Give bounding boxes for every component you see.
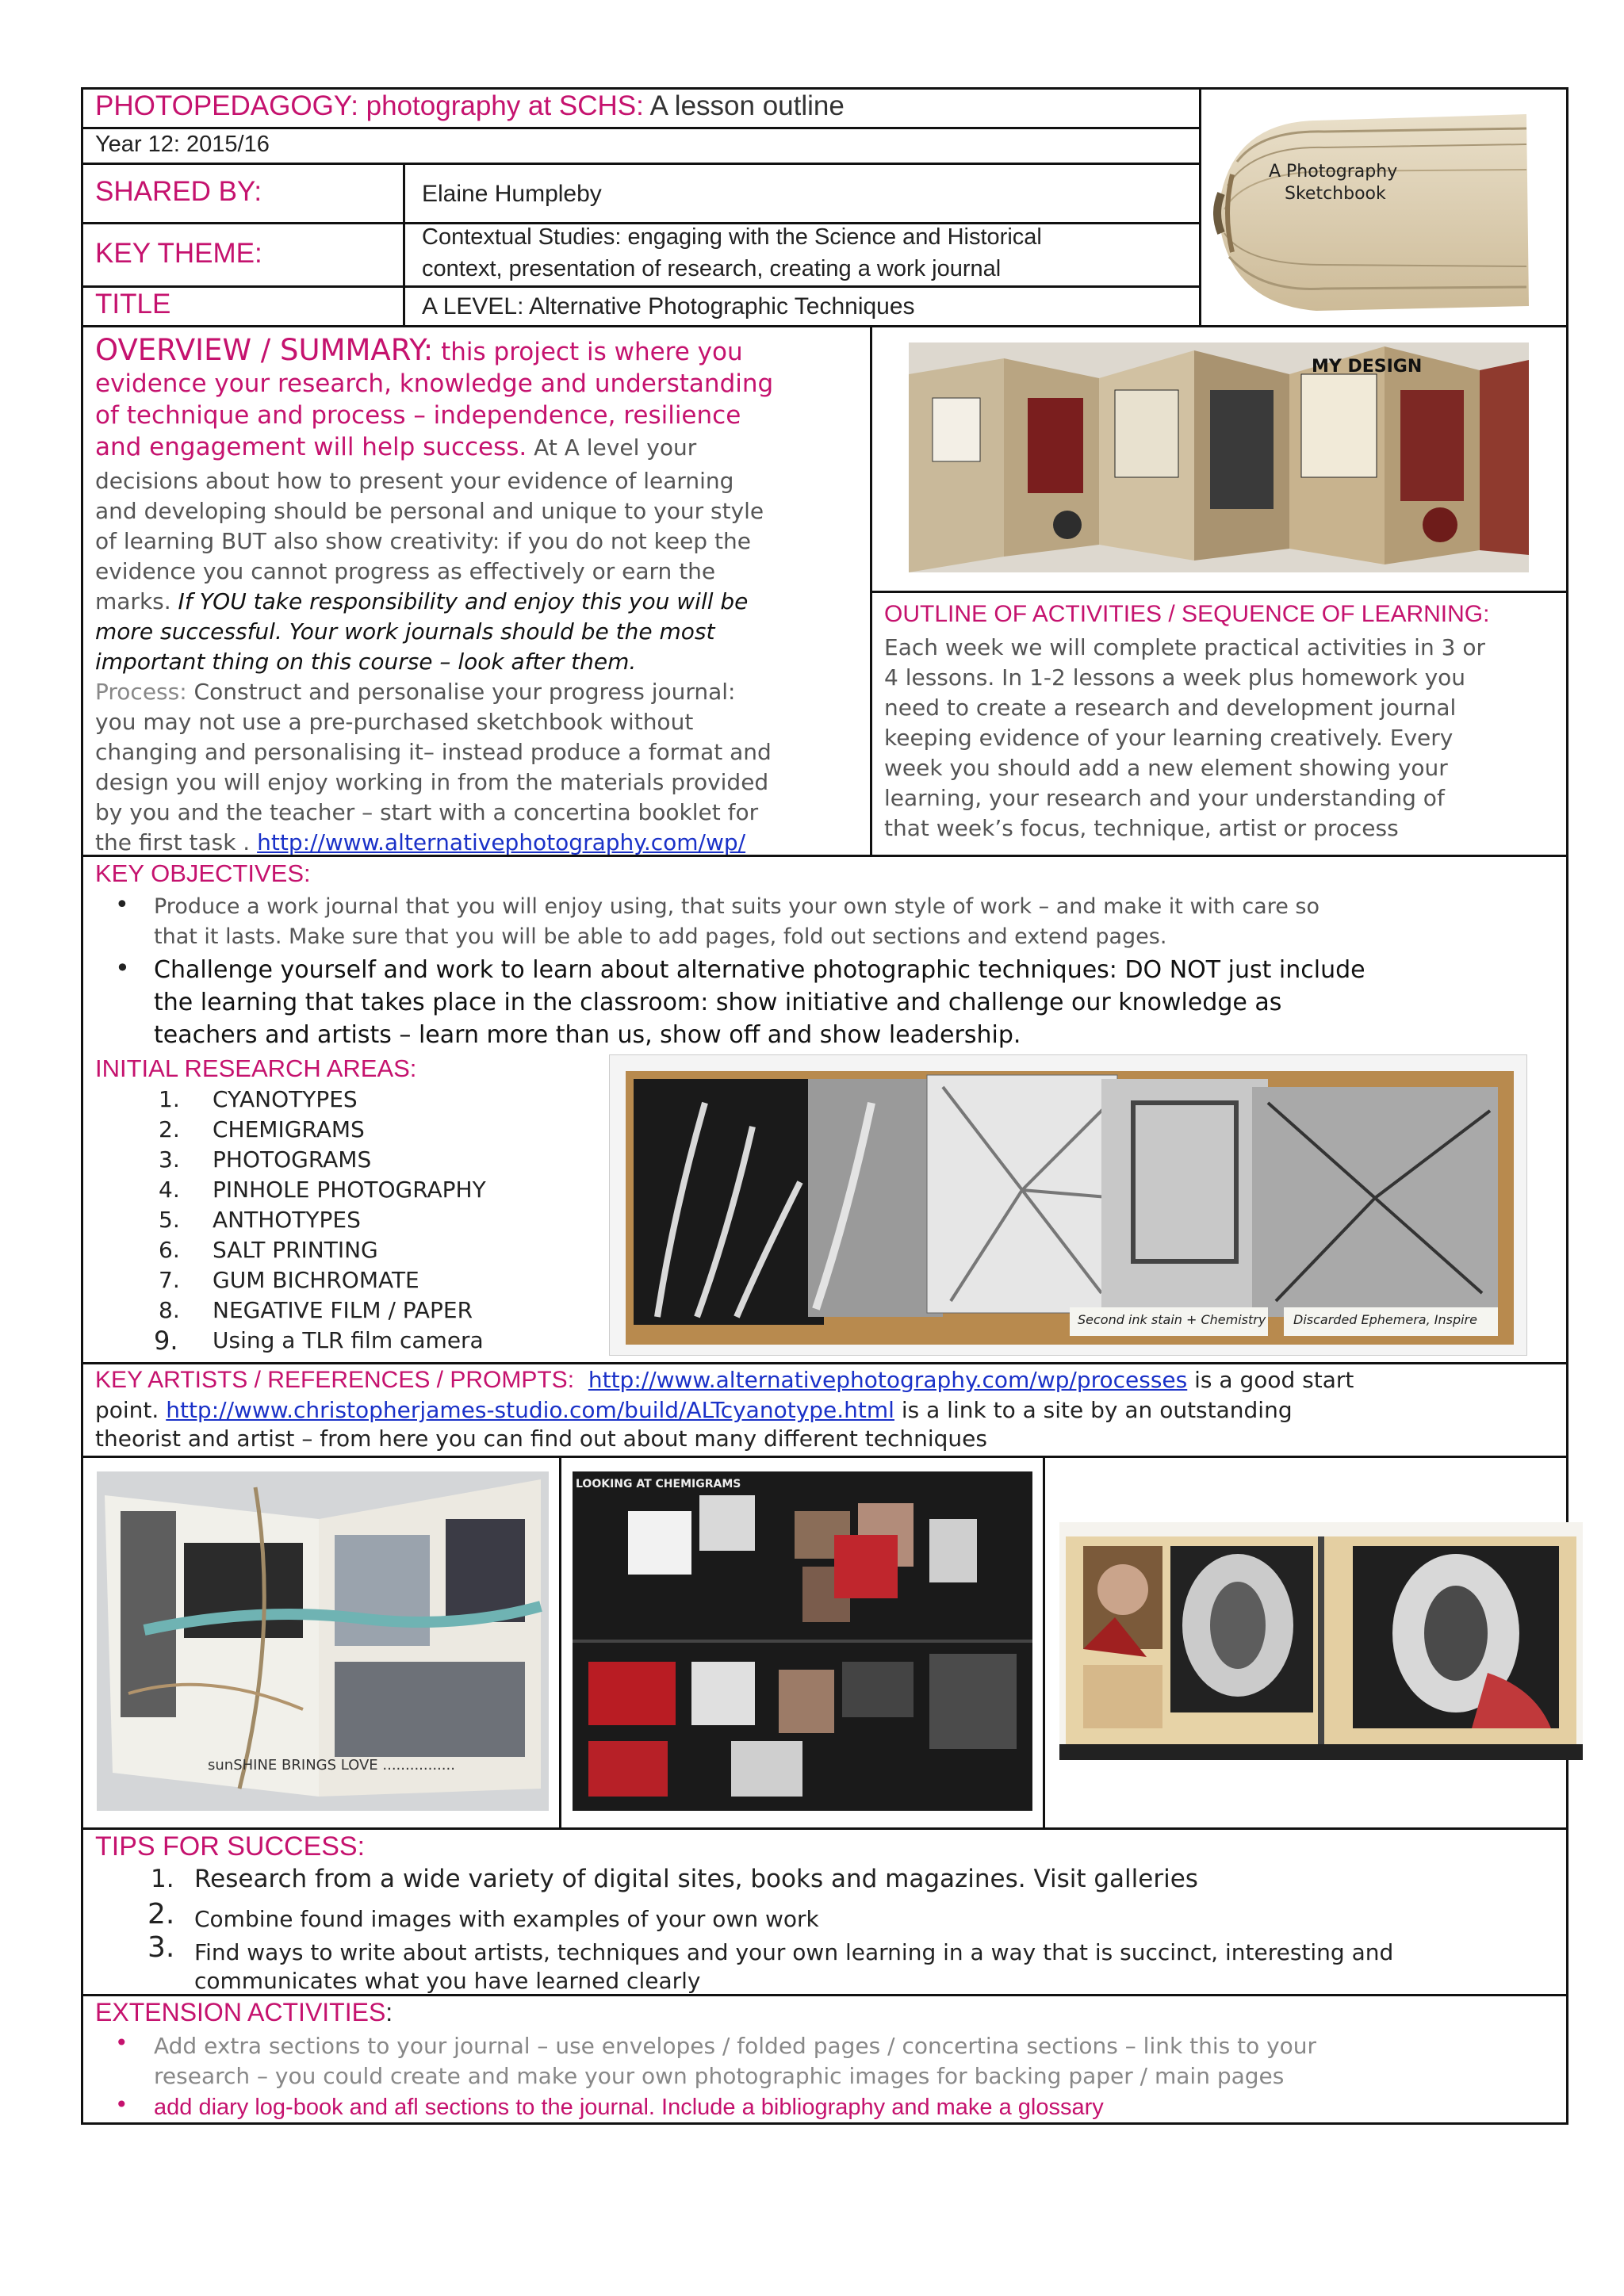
extension-text: Add extra sections to your journal – use envelopes / folded pages / concertina sections – link this to your bbox=[154, 2033, 1317, 2059]
tip-text: Combine found images with examples of your own work bbox=[194, 1906, 819, 1932]
process-label: Process: bbox=[95, 679, 187, 705]
research-item: NEGATIVE FILM / PAPER bbox=[213, 1297, 473, 1323]
objective-text: Challenge yourself and work to learn about alternative photographic techniques: DO NOT just include bbox=[154, 956, 1365, 984]
page-title-highlight: PHOTOPEDAGOGY: photography at SCHS: bbox=[95, 90, 644, 121]
research-num: 1. bbox=[159, 1086, 180, 1112]
process-text: Construct and personalise your progress journal: bbox=[186, 679, 736, 705]
rule bbox=[81, 163, 1201, 165]
objective-text: teachers and artists – learn more than us, show off and show leadership. bbox=[154, 1021, 1021, 1049]
overview-heading-line bbox=[95, 333, 743, 367]
rule bbox=[81, 1827, 1568, 1830]
overview-pink-line: evidence your research, knowledge and understanding bbox=[95, 369, 774, 398]
research-num: 3. bbox=[159, 1146, 180, 1173]
research-item: CHEMIGRAMS bbox=[213, 1116, 365, 1142]
outline-line: 4 lessons. In 1-2 lessons a week plus homework you bbox=[884, 664, 1466, 691]
processes-link[interactable]: http://www.alternativephotography.com/wp/processes bbox=[588, 1367, 1188, 1393]
shared-by-label: SHARED BY: bbox=[95, 176, 262, 207]
process-text: the first task . bbox=[95, 829, 258, 855]
overview-pink-line: and engagement will help success. bbox=[95, 433, 527, 461]
artists-line-1 bbox=[95, 1367, 1354, 1394]
extension-heading-line bbox=[95, 1998, 393, 2027]
research-num: 4. bbox=[159, 1177, 180, 1203]
artists-text: is a link to a site by an outstanding bbox=[894, 1397, 1293, 1423]
key-theme-line-1: Contextual Studies: engaging with the Science and Historical bbox=[422, 224, 1042, 250]
photogram-caption-left: Second ink stain + Chemistry bbox=[1078, 1312, 1266, 1327]
overview-heading: OVERVIEW / SUMMARY: bbox=[95, 333, 434, 367]
tips-heading: TIPS FOR SUCCESS: bbox=[95, 1831, 366, 1862]
rule bbox=[81, 1994, 1568, 1996]
outline-line: keeping evidence of your learning creatively. Every bbox=[884, 725, 1454, 751]
research-item: Using a TLR film camera bbox=[213, 1327, 484, 1353]
rule bbox=[81, 1362, 1568, 1364]
rule bbox=[81, 1456, 1568, 1458]
research-item: GUM BICHROMATE bbox=[213, 1267, 419, 1293]
artists-heading: KEY ARTISTS / REFERENCES / PROMPTS: bbox=[95, 1367, 575, 1393]
page-title-rest: A lesson outline bbox=[643, 90, 845, 121]
process-text: by you and the teacher – start with a concertina booklet for bbox=[95, 799, 759, 825]
rule bbox=[81, 325, 1568, 327]
overview-italic: If YOU take responsibility and enjoy this you will be bbox=[170, 588, 749, 614]
process-text: changing and personalising it– instead produce a format and bbox=[95, 739, 772, 765]
outline-line: that week’s focus, technique, artist or process bbox=[884, 815, 1399, 841]
bullet-icon: • bbox=[115, 891, 129, 919]
artists-line-2 bbox=[95, 1397, 1293, 1423]
overview-italic-line bbox=[95, 588, 748, 614]
title-value: A LEVEL: Alternative Photographic Techniques bbox=[422, 293, 915, 320]
extension-text: add diary log-book and afl sections to the journal. Include a bibliography and make a glossary bbox=[154, 2095, 1104, 2120]
overview-line bbox=[95, 433, 696, 461]
research-item: CYANOTYPES bbox=[213, 1086, 358, 1112]
research-num: 7. bbox=[159, 1267, 180, 1293]
concertina-label: MY DESIGN bbox=[1312, 357, 1423, 377]
chemigram-collage-photo bbox=[573, 1471, 1032, 1811]
outline-line: week you should add a new element showing your bbox=[884, 755, 1448, 781]
rule bbox=[1199, 87, 1201, 327]
sketchbook-caption-1: A Photography bbox=[1269, 162, 1398, 182]
rule bbox=[81, 127, 1201, 129]
outline-line: need to create a research and development journal bbox=[884, 695, 1457, 721]
outline-heading: OUTLINE OF ACTIVITIES / SEQUENCE OF LEARNING: bbox=[884, 601, 1490, 627]
overview-lead: this project is where you bbox=[433, 338, 743, 366]
page-title bbox=[95, 90, 845, 122]
artists-text: point. bbox=[95, 1397, 167, 1423]
sketchbook-photo bbox=[1213, 98, 1530, 317]
research-num: 9. bbox=[154, 1326, 178, 1356]
collage-heading: LOOKING AT CHEMIGRAMS bbox=[576, 1478, 741, 1490]
objective-text: that it lasts. Make sure that you will be able to add pages, fold out sections and extend pages. bbox=[154, 924, 1167, 949]
research-item: PINHOLE PHOTOGRAPHY bbox=[213, 1177, 486, 1203]
research-heading: INITIAL RESEARCH AREAS: bbox=[95, 1054, 417, 1082]
objectives-heading: KEY OBJECTIVES: bbox=[95, 859, 311, 887]
artists-line-3: theorist and artist – from here you can find out about many different techniques bbox=[95, 1425, 987, 1452]
objective-text: the learning that takes place in the classroom: show initiative and challenge our knowledge as bbox=[154, 989, 1282, 1016]
extension-text: research – you could create and make your own photographic images for backing paper / main pages bbox=[154, 2063, 1285, 2089]
overview-italic: more successful. Your work journals should be the most bbox=[95, 618, 715, 645]
year-label: Year 12: 2015/16 bbox=[95, 132, 270, 157]
extension-heading-colon: : bbox=[385, 1998, 393, 2026]
tip-text: communicates what you have learned clearly bbox=[194, 1968, 701, 1994]
christopher-james-link[interactable]: http://www.christopherjames-studio.com/build/ALTcyanotype.html bbox=[166, 1397, 894, 1423]
mixed-media-journal-photo bbox=[97, 1471, 549, 1811]
overview-line-tail: At A level your bbox=[527, 434, 697, 461]
key-theme-line-2: context, presentation of research, creating a work journal bbox=[422, 256, 1002, 281]
alternative-photography-link[interactable]: http://www.alternativephotography.com/wp/ bbox=[257, 829, 746, 855]
photogram-strip-photo bbox=[609, 1054, 1527, 1356]
research-num: 5. bbox=[159, 1207, 180, 1233]
overview-body-line: and developing should be personal and unique to your style bbox=[95, 498, 764, 524]
objective-text: Produce a work journal that you will enjoy using, that suits your own style of work – and make it with care so bbox=[154, 894, 1320, 919]
process-line bbox=[95, 679, 736, 705]
outline-line: learning, your research and your understanding of bbox=[884, 785, 1445, 811]
overview-italic: important thing on this course – look after them. bbox=[95, 649, 637, 675]
rule bbox=[1043, 1456, 1045, 1828]
tip-num: 1. bbox=[151, 1865, 174, 1893]
overview-body-line: decisions about how to present your evidence of learning bbox=[95, 468, 734, 494]
rule bbox=[559, 1456, 561, 1828]
research-item: PHOTOGRAMS bbox=[213, 1146, 372, 1173]
process-link-line bbox=[95, 829, 745, 855]
extension-heading: EXTENSION ACTIVITIES bbox=[95, 1998, 386, 2026]
shared-by-value: Elaine Humpleby bbox=[422, 181, 602, 207]
research-num: 6. bbox=[159, 1237, 180, 1263]
rule bbox=[81, 285, 1201, 288]
process-text: design you will enjoy working in from the materials provided bbox=[95, 769, 769, 795]
overview-body-line: evidence you cannot progress as effectively or earn the bbox=[95, 558, 716, 584]
photogram-caption-right: Discarded Ephemera, Inspire bbox=[1293, 1312, 1477, 1327]
bullet-icon: • bbox=[115, 2030, 128, 2056]
research-num: 2. bbox=[159, 1116, 180, 1142]
research-item: SALT PRINTING bbox=[213, 1237, 378, 1263]
key-theme-label: KEY THEME: bbox=[95, 238, 262, 269]
concertina-booklet-photo bbox=[909, 342, 1529, 572]
overview-pink-line: of technique and process – independence, resilience bbox=[95, 401, 741, 430]
tip-num: 3. bbox=[147, 1931, 175, 1964]
title-label: TITLE bbox=[95, 289, 171, 320]
tip-text: Find ways to write about artists, techniques and your own learning in a way that is succinct, interesting and bbox=[194, 1939, 1394, 1965]
journal-caption: sunSHINE BRINGS LOVE ................ bbox=[208, 1757, 455, 1774]
research-item: ANTHOTYPES bbox=[213, 1207, 361, 1233]
research-num: 8. bbox=[159, 1297, 180, 1323]
portrait-journal-photo bbox=[1059, 1522, 1583, 1760]
bullet-icon: • bbox=[115, 953, 130, 983]
outline-line: Each week we will complete practical activities in 3 or bbox=[884, 634, 1485, 660]
rule bbox=[870, 591, 1568, 593]
overview-body-line: of learning BUT also show creativity: if you do not keep the bbox=[95, 528, 751, 554]
sketchbook-caption-2: Sketchbook bbox=[1285, 184, 1386, 204]
tip-text: Research from a wide variety of digital sites, books and magazines. Visit galleries bbox=[194, 1865, 1198, 1893]
bullet-icon: • bbox=[115, 2091, 128, 2118]
tip-num: 2. bbox=[147, 1898, 175, 1931]
process-text: you may not use a pre-purchased sketchbook without bbox=[95, 709, 694, 735]
rule bbox=[403, 163, 405, 327]
overview-body-line: marks. bbox=[95, 588, 171, 614]
artists-text: is a good start bbox=[1187, 1367, 1354, 1393]
